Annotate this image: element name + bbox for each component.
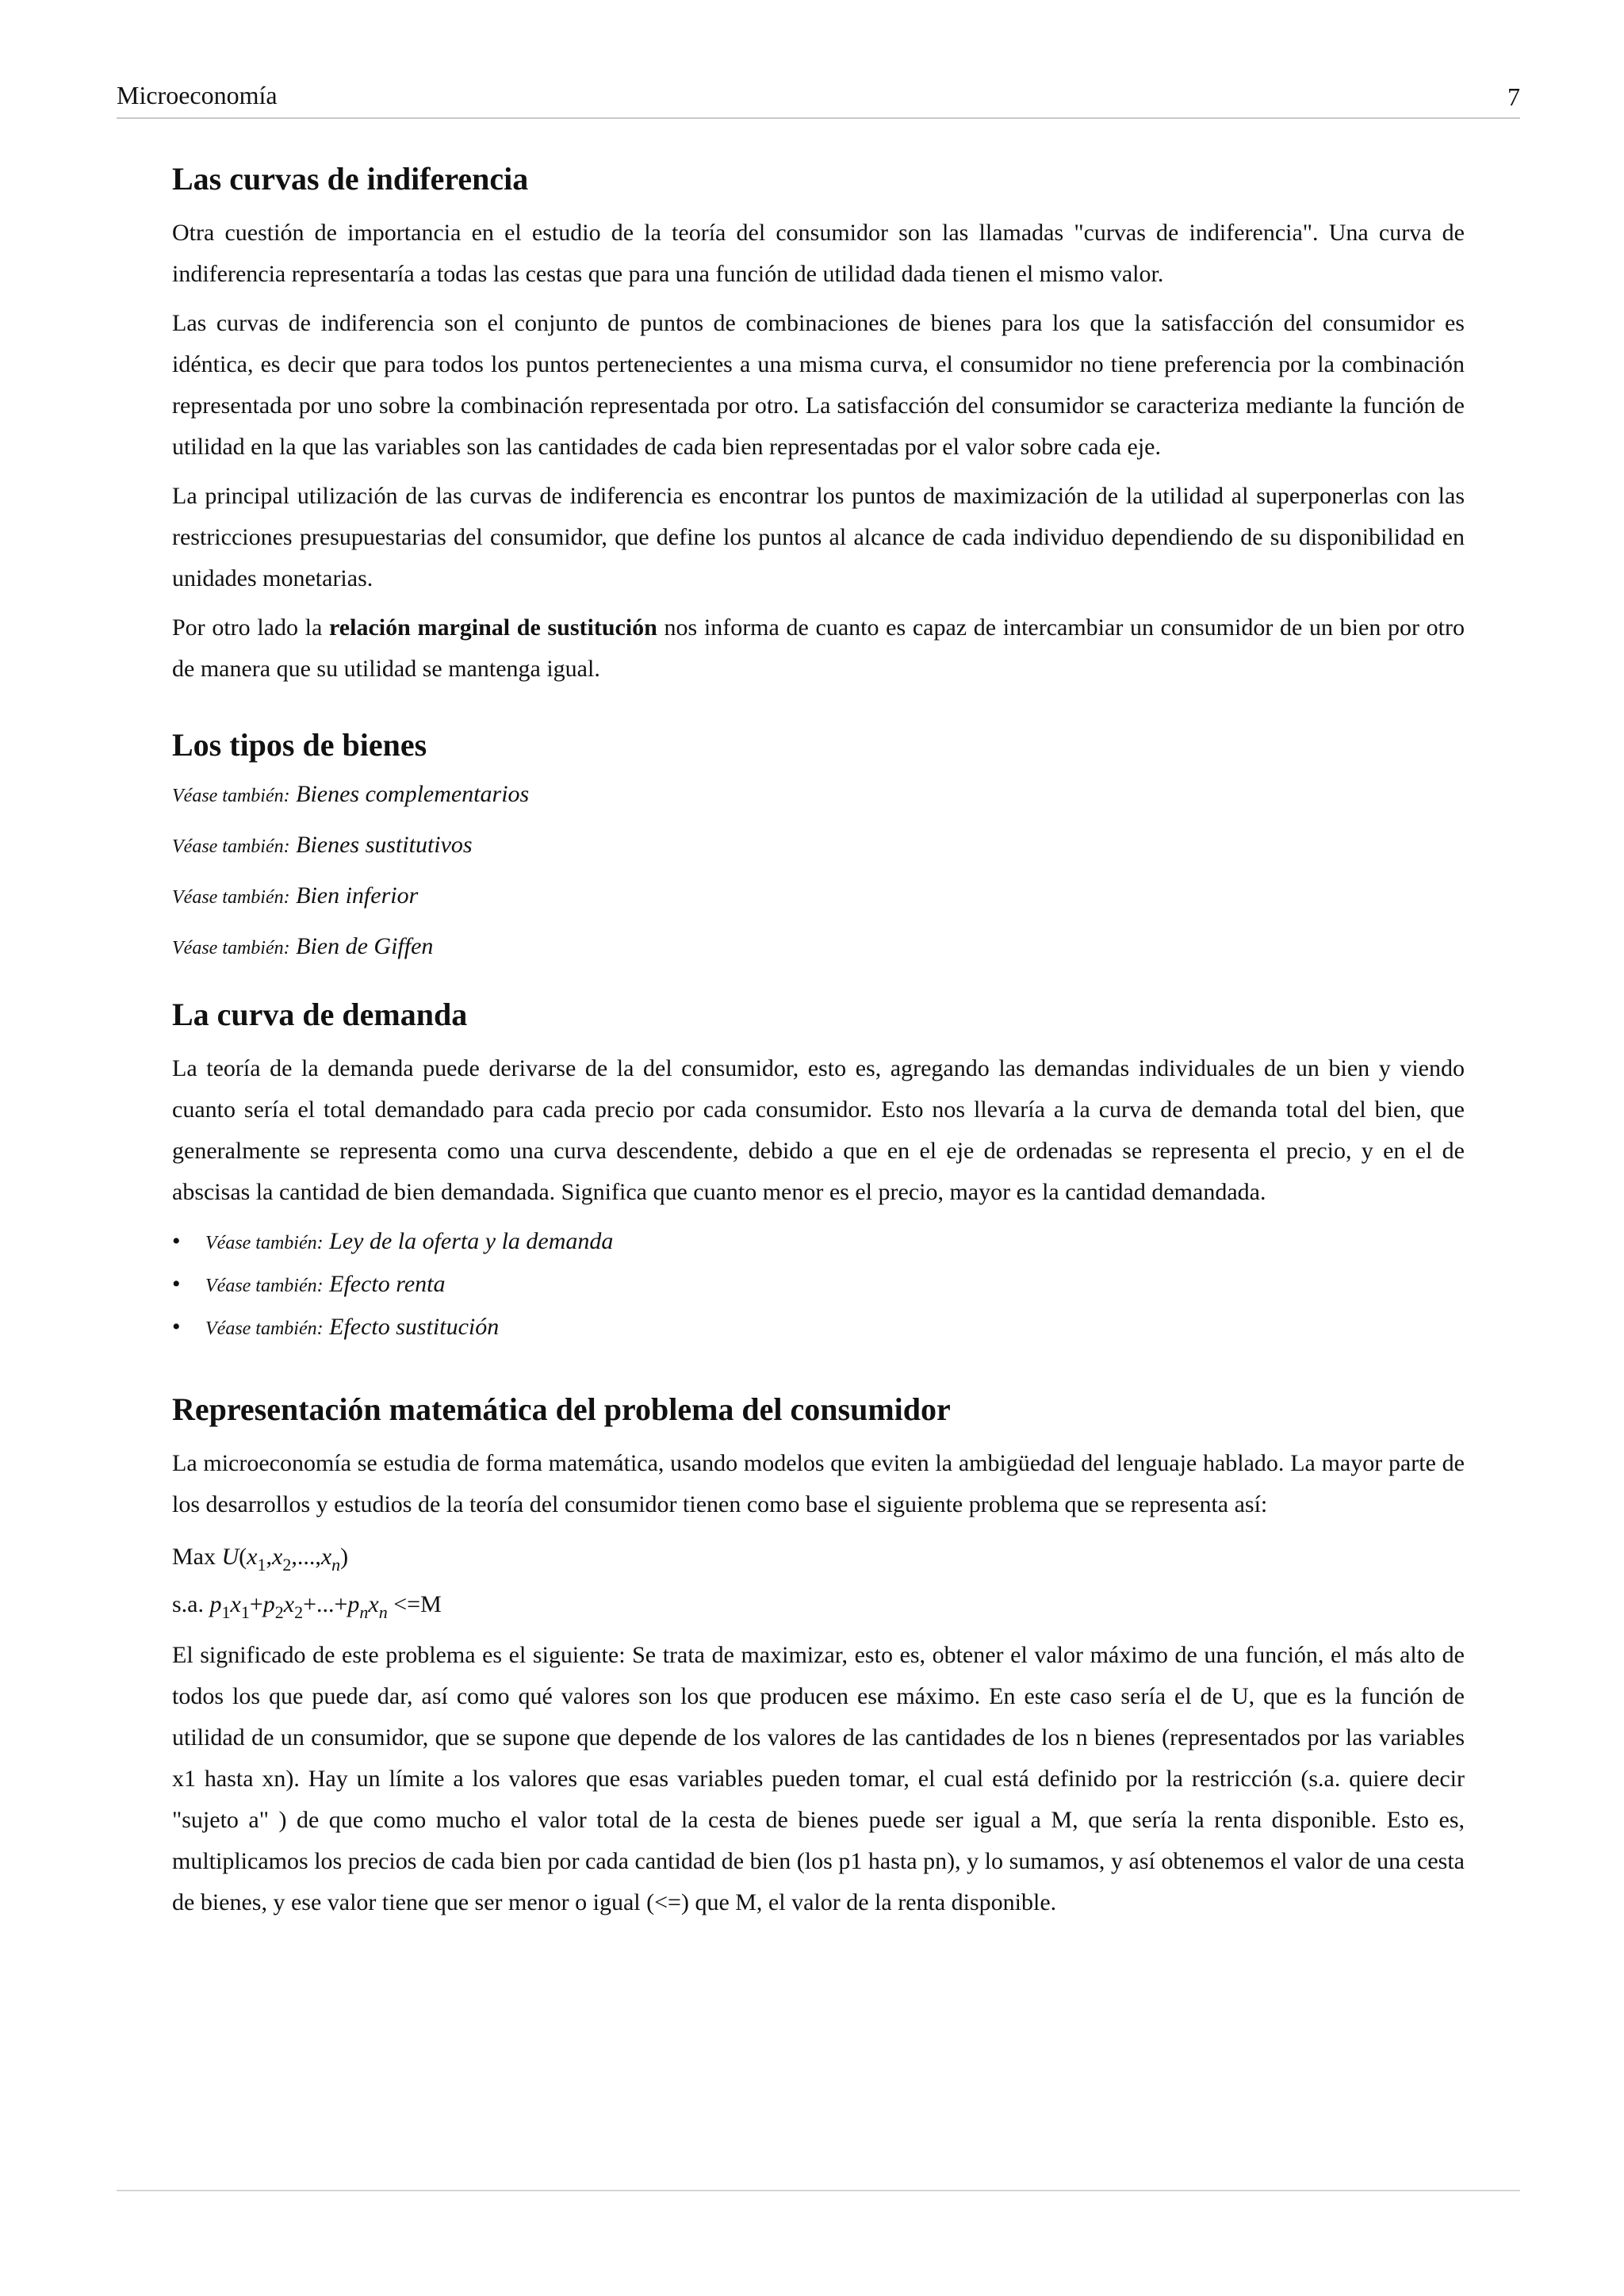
section-heading: La curva de demanda	[172, 997, 468, 1032]
see-also-prefix: Véase también:	[172, 836, 290, 857]
st-label: s.a.	[172, 1591, 204, 1617]
see-also-link-efecto-renta[interactable]: Efecto renta	[329, 1271, 446, 1297]
see-also	[172, 880, 1465, 913]
section-heading: Las curvas de indiferencia	[172, 161, 529, 197]
list-item	[172, 1307, 1465, 1349]
footer-divider	[117, 2190, 1520, 2191]
see-also	[172, 829, 1465, 863]
see-also-prefix: Véase también:	[172, 938, 290, 959]
see-also	[172, 779, 1465, 812]
see-also-link-efecto-sustitucion[interactable]: Efecto sustitución	[329, 1314, 500, 1340]
see-also-list	[172, 1221, 1465, 1349]
page-content	[172, 160, 1465, 1931]
text-run: Por otro lado la	[172, 614, 330, 641]
see-also-link-ley-oferta-demanda[interactable]: Ley de la oferta y la demanda	[329, 1228, 614, 1254]
bullet: •	[172, 1228, 181, 1254]
constraint-rhs: <=M	[393, 1591, 442, 1617]
see-also-link-bienes-complementarios[interactable]: Bienes complementarios	[296, 781, 530, 807]
paragraph: Las curvas de indiferencia son el conjunto de puntos de combinaciones de bienes para los que la satisfacción del consumidor es idéntica, es decir que para todos los puntos pertenecientes a una misma curva, el consumidor no tiene preferencia por la combinación representada por uno sobre la combinación representada por otro. La satisfacción del consumidor se caracteriza mediante la función de utilidad en la que las variables son las cantidades de cada bien representadas por el valor sobre cada eje.	[172, 310, 1465, 460]
page-number: 7	[1507, 82, 1520, 111]
section-heading: Los tipos de bienes	[172, 727, 427, 763]
see-also-link-bien-inferior[interactable]: Bien inferior	[296, 882, 419, 909]
section-heading: Representación matemática del problema del consumidor	[172, 1391, 951, 1427]
budget-constraint: s.a. $p_1x_1+p_2x_2+...+p_nx_n <=M$	[172, 1591, 442, 1622]
see-also-link-bienes-sustitutivos[interactable]: Bienes sustitutivos	[296, 832, 473, 858]
see-also-link-bien-giffen[interactable]: Bien de Giffen	[296, 933, 434, 959]
list-item	[172, 1264, 1465, 1307]
bullet: •	[172, 1314, 181, 1340]
section-curvas-indiferencia	[172, 160, 1465, 690]
page-header	[117, 79, 1520, 119]
list-item	[172, 1221, 1465, 1264]
paragraph	[172, 607, 1465, 690]
see-also-prefix: Véase también:	[205, 1318, 324, 1339]
section-tipos-bienes	[172, 726, 1465, 964]
see-also-prefix: Véase también:	[205, 1233, 324, 1253]
text-run: nos informa de cuanto es capaz de intercambiar un consumidor de un bien por otro de manera que su utilidad se mantenga igual.	[172, 614, 1465, 682]
header-title: Microeconomía	[117, 81, 278, 109]
see-also-prefix: Véase también:	[172, 887, 290, 908]
section-representacion-matematica	[172, 1391, 1465, 1923]
paragraph: La microeconomía se estudia de forma matemática, usando modelos que eviten la ambigüedad del lenguaje hablado. La mayor parte de los desarrollos y estudios de la teoría del consumidor tienen como base el siguiente problema que se representa así:	[172, 1450, 1465, 1517]
paragraph: El significado de este problema es el siguiente: Se trata de maximizar, esto es, obtener el valor máximo de una función, el más alto de todos los que puede dar, así como qué valores son los que producen ese máximo. En este caso sería el de U, que es la función de utilidad de un consumidor, que se supone que depende de los valores de las cantidades de los n bienes (representados por las variables x1 hasta xn). Hay un límite a los valores que esas variables pueden tomar, el cual está definido por la restricción (s.a. quiere decir "sujeto a" ) de que como mucho el valor total de la cesta de bienes puede ser igual a M, que sería la renta disponible. Esto es, multiplicamos los precios de cada bien por cada cantidad de bien (los p1 hasta pn), y lo sumamos, y así obtenemos el valor de una cesta de bienes, y ese valor tiene que ser menor o igual (<=) que M, el valor de la renta disponible.	[172, 1642, 1465, 1915]
bullet: •	[172, 1271, 181, 1297]
paragraph: Otra cuestión de importancia en el estudio de la teoría del consumidor son las llamadas "curvas de indiferencia". Una curva de indiferencia representaría a todas las cestas que para una función de utilidad dada tienen el mismo valor.	[172, 220, 1465, 287]
objective-function: Max $U(x_1,x_2,...,x_n)$	[172, 1544, 349, 1575]
see-also-prefix: Véase también:	[172, 786, 290, 806]
paragraph: La teoría de la demanda puede derivarse de la del consumidor, esto es, agregando las demandas individuales de un bien y viendo cuanto sería el total demandado para cada precio por cada consumidor. Esto nos llevaría a la curva de demanda total del bien, que generalmente se representa como una curva descendente, debido a que en el eje de ordenadas se representa el precio, y en el de abscisas la cantidad de bien demandada. Significa que cuanto menor es el precio, mayor es la cantidad demandada.	[172, 1055, 1465, 1205]
section-curva-demanda	[172, 996, 1465, 1349]
see-also-prefix: Véase también:	[205, 1276, 324, 1296]
see-also	[172, 931, 1465, 964]
max-label: Max	[172, 1544, 216, 1570]
paragraph: La principal utilización de las curvas de indiferencia es encontrar los puntos de maximización de la utilidad al superponerlas con las restricciones presupuestarias del consumidor, que define los puntos al alcance de cada individuo dependiendo de su disponibilidad en unidades monetarias.	[172, 483, 1465, 591]
relacion-marginal-link[interactable]: relación marginal de sustitución	[329, 614, 657, 641]
